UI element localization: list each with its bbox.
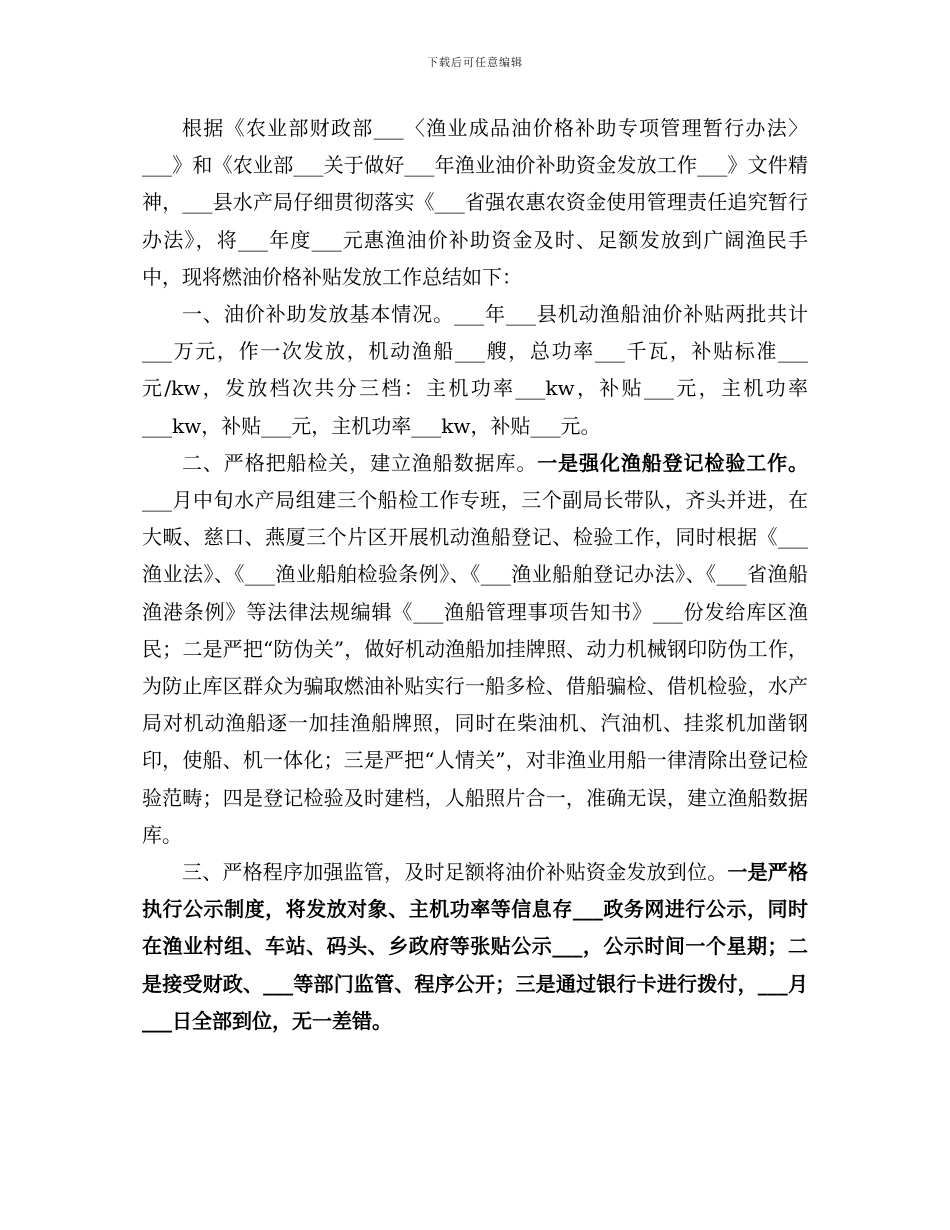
section-heading: 三、严格程序加强监管，及时足额将油价补贴资金发放到位。 xyxy=(182,860,728,885)
paragraph-text: ___月中旬水产局组建三个船检工作专班，三个副局长带队，齐头并进，在大畈、慈口、燕厦三个片区开展机动渔船登记、检验工作，同时根据《___渔业法》、《___渔业船舶检验条例》、《___渔业船舶登记办法》、《___省渔船渔港条例》等法律法规编辑《___渔船管理事项告知书》___份发给库区渔民；二是严把“防伪关”，做好机动渔船加挂牌照、动力机械钢印防伪工作，为防止库区群众为骗取燃油补贴实行一船多检、借船骗检、借机检验，水产局对机动渔船逐一加挂渔船牌照，同时在柴油机、汽油机、挂浆机加凿钢印，使船、机一体化；三是严把“人情关”，对非渔业用船一律清除出登记检验范畴；四是登记检验及时建档，人船照片合一，准确无误，建立渔船数据库。 xyxy=(142,488,808,847)
section-heading: 二、严格把船检关，建立渔船数据库。 xyxy=(182,450,538,475)
paragraph-section-2 xyxy=(142,445,808,854)
paragraph-text: 一、油价补助发放基本情况。___年___县机动渔船油价补贴两批共计___万元，作一次发放，机动渔船___艘，总功率___千瓦，补贴标准___元/kw，发放档次共分三档：主机功率___kw，补贴___元，主机功率___kw，补贴___元，主机功率___kw，补贴___元。 xyxy=(142,302,808,438)
bold-emphasis: 一是严格执行公示制度，将发放对象、主机功率等信息存___政务网进行公示，同时在渔业村组、车站、码头、乡政府等张贴公示___，公示时间一个星期；二是接受财政、___等部门监管、程序公开；三是通过银行卡进行拨付，___月___日全部到位，无一差错。 xyxy=(142,860,809,1033)
paragraph-text: 根据《农业部财政部___〈渔业成品油价格补助专项管理暂行办法〉___》和《农业部___关于做好___年渔业油价补助资金发放工作___》文件精神，___县水产局仔细贯彻落实《___省强农惠农资金使用管理责任追究暂行办法》，将___年度___元惠渔油价补助资金及时、足额发放到广阔渔民手中，现将燃油价格补贴发放工作总结如下： xyxy=(142,116,808,289)
paragraph-section-1 xyxy=(142,296,808,445)
paragraph-section-3 xyxy=(142,854,808,1040)
page-header: 下载后可任意编辑 xyxy=(427,56,523,69)
paragraph-intro xyxy=(142,110,808,296)
document-body xyxy=(142,110,808,1040)
bold-emphasis: 一是强化渔船登记检验工作。 xyxy=(537,450,809,475)
